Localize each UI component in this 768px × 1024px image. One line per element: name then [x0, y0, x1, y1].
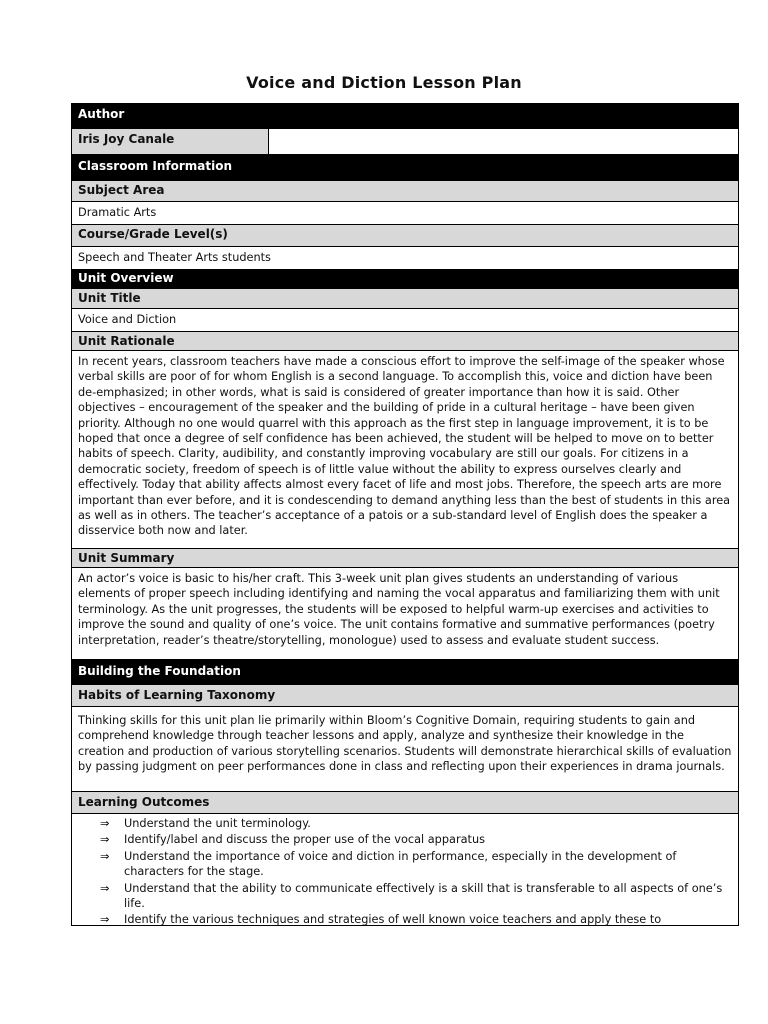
- classroom-header: Classroom Information: [72, 155, 738, 181]
- subject-area-value: Dramatic Arts: [72, 202, 738, 225]
- list-item: ⇒ Identify/label and discuss the proper use of the vocal apparatus: [100, 833, 485, 847]
- unit-title-label: Unit Title: [72, 289, 738, 309]
- list-item: ⇒ Understand the importance of voice and diction in performance, especially in the development of characters for the stage.: [100, 849, 677, 879]
- document-title: Voice and Diction Lesson Plan: [246, 73, 522, 92]
- lesson-plan-table: [71, 103, 739, 926]
- arrow-bullet-icon: ⇒: [100, 913, 110, 927]
- unit-summary-text: An actor’s voice is basic to his/her craft. This 3-week unit plan gives students an understanding of various elements of proper speech including identifying and naming the vocal apparatus and familiarizing them with unit terminology. As the unit progresses, the students will be exposed to helpful warm-up exercises and activities to improve the sound and quality of one’s voice. The unit contains formative and summative performances (poetry interpretation, reader’s theatre/storytelling, monologue) used to assess and evaluate student success.: [72, 568, 738, 660]
- learning-outcomes-label: Learning Outcomes: [72, 792, 738, 814]
- arrow-bullet-icon: ⇒: [100, 881, 110, 895]
- taxonomy-label: Habits of Learning Taxonomy: [72, 685, 738, 707]
- author-row: [72, 129, 738, 155]
- learning-outcomes-list: [72, 814, 738, 926]
- author-name: Iris Joy Canale: [72, 129, 269, 154]
- list-item: ⇒ Understand the unit terminology.: [100, 817, 311, 830]
- arrow-bullet-icon: ⇒: [100, 849, 110, 863]
- grade-level-value: Speech and Theater Arts students: [72, 247, 738, 270]
- unit-rationale-text: In recent years, classroom teachers have made a conscious effort to improve the self-image of the speaker whose verbal skills are poor of for whom English is a second language. To accomplish this, voice and diction have been de-emphasized; in other words, what is said is considered of greater importance than how it is said. Other objectives – encouragement of the speaker and the building of pride in a cultural heritage – have been given priority. Although no one would quarrel with this approach as the first step in language improvement, it is to be hoped that once a degree of self confidence has been achieved, the student will be helped to move on to better habits of speech. Clarity, audibility, and constantly improving vocabulary are still our goals. For citizens in a democratic society, freedom of speech is of little value without the ability to express ourselves clearly and effectively. Today that ability affects almost every facet of life and most jobs. Therefore, the speech arts are more important than ever before, and it is condescending to demand anything less than the best of students in this area as well as in others. The teacher’s acceptance of a patois or a sub-standard level of English does the speaker a disservice both now and later.: [72, 351, 738, 549]
- unit-title-value: Voice and Diction: [72, 309, 738, 332]
- taxonomy-text: Thinking skills for this unit plan lie primarily within Bloom’s Cognitive Domain, requiring students to gain and comprehend knowledge through teacher lessons and apply, analyze and synthesize their knowledge in the creation and production of various storytelling scenarios. Students will demonstrate hierarchical skills of evaluation by passing judgment on peer performances done in class and reflecting upon their experiences in drama journals.: [72, 707, 738, 792]
- list-item: ⇒ Understand that the ability to communicate effectively is a skill that is transferable to all aspects of one’s life.: [100, 881, 723, 911]
- arrow-bullet-icon: ⇒: [100, 833, 110, 847]
- subject-area-label: Subject Area: [72, 181, 738, 202]
- unit-overview-header: Unit Overview: [72, 270, 738, 289]
- arrow-bullet-icon: ⇒: [100, 817, 110, 830]
- foundation-header: Building the Foundation: [72, 660, 738, 685]
- author-blank-cell: [269, 129, 738, 154]
- grade-level-label: Course/Grade Level(s): [72, 225, 738, 247]
- list-item: ⇒ Identify the various techniques and strategies of well known voice teachers and apply these to: [100, 913, 662, 927]
- author-header: Author: [72, 103, 738, 129]
- unit-summary-label: Unit Summary: [72, 549, 738, 568]
- unit-rationale-label: Unit Rationale: [72, 332, 738, 351]
